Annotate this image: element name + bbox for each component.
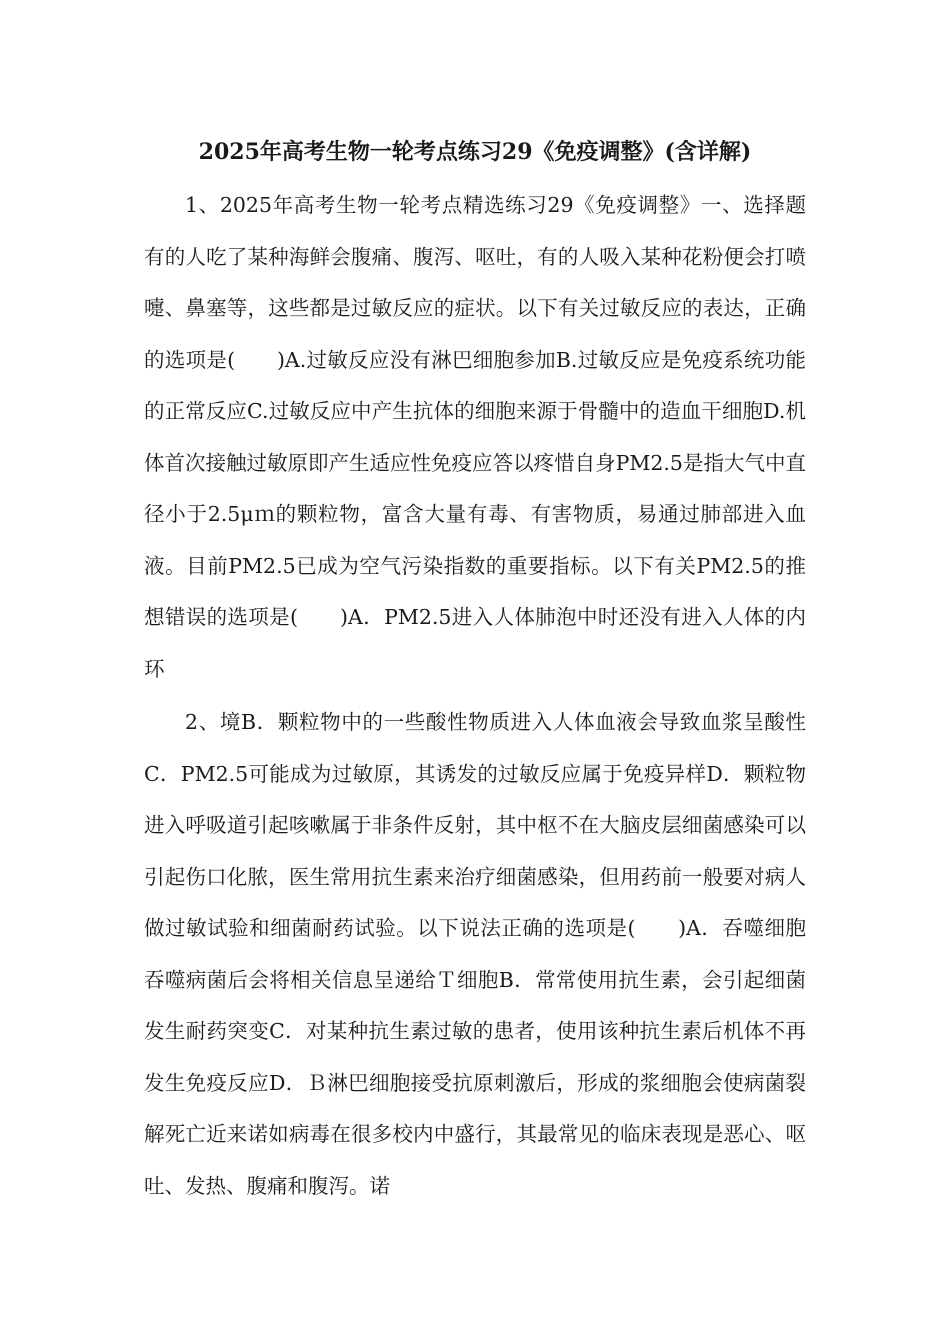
document-title: 2025年高考生物一轮考点练习29《免疫调整》(含详解) (198, 139, 752, 165)
paragraph-2: 2、境B．颗粒物中的一些酸性物质进入人体血液会导致血浆呈酸性C．PM2.5可能成为过敏原，其诱发的过敏反应属于免疫异样D．颗粒物进入呼吸道引起咳嗽属于非条件反射，其中枢不在大脑皮层细菌感染可以引起伤口化脓，医生常用抗生素来治疗细菌感染，但用药前一般要对病人做过敏试验和细菌耐药试验。以下说法正确的选项是( )A．吞噬细胞吞噬病菌后会将相关信息呈递给Ｔ细胞B．常常使用抗生素，会引起细菌发生耐药突变C．对某种抗生素过敏的患者，使用该种抗生素后机体不再发生免疫反应D．Ｂ淋巴细胞接受抗原刺激后，形成的浆细胞会使病菌裂解死亡近来诺如病毒在很多校内中盛行，其最常见的临床表现是恶心、呕吐、发热、腹痛和腹泻。诺 (144, 710, 806, 1198)
paragraph-1: 1、2025年高考生物一轮考点精选练习29《免疫调整》一、选择题有的人吃了某种海鲜会腹痛、腹泻、呕吐，有的人吸入某种花粉便会打喷嚏、鼻塞等，这些都是过敏反应的症状。以下有关过敏反应的表达，正确的选项是( )A.过敏反应没有淋巴细胞参加B.过敏反应是免疫系统功能的正常反应C.过敏反应中产生抗体的细胞来源于骨髓中的造血干细胞D.机体首次接触过敏原即产生适应性免疫应答以疼惜自身PM2.5是指大气中直径小于2.5μｍ的颗粒物，富含大量有毒、有害物质，易通过肺部进入血液。目前PM2.5已成为空气污染指数的重要指标。以下有关PM2.5的推想错误的选项是( )A．PM2.5进入人体肺泡中时还没有进入人体的内环 (144, 193, 806, 681)
document-page (144, 128, 806, 1212)
